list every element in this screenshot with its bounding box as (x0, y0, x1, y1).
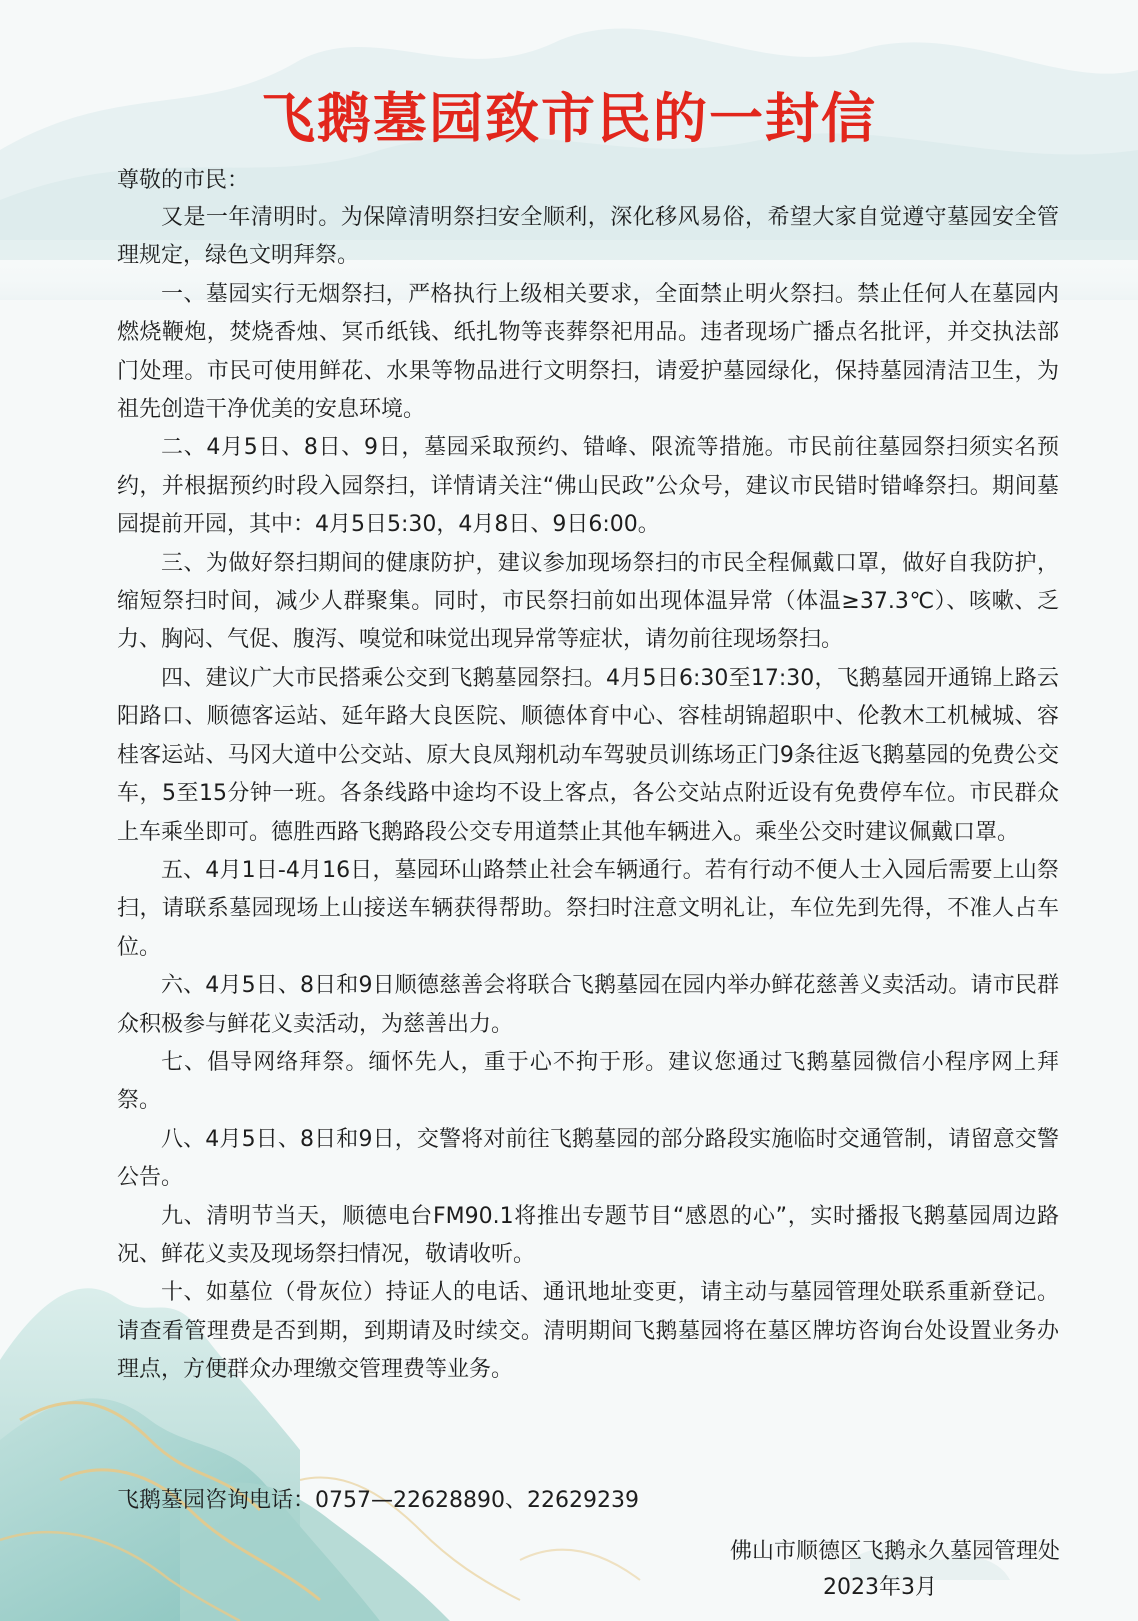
intro-paragraph: 又是一年清明时。为保障清明祭扫安全顺利，深化移风易俗，希望大家自觉遵守墓园安全管理规定，绿色文明拜祭。 (117, 205, 1059, 269)
paragraph-9: 九、清明节当天，顺德电台FM90.1将推出专题节目“感恩的心”，实时播报飞鹅墓园周边路况、鲜花义卖及现场祭扫情况，敬请收听。 (117, 1203, 1059, 1267)
salutation: 尊敬的市民： (117, 168, 250, 193)
paragraph-8: 八、4月5日、8日和9日，交警将对前往飞鹅墓园的部分路段实施临时交通管制，请留意交警公告。 (117, 1126, 1059, 1191)
paragraph-4: 四、建议广大市民搭乘公交到飞鹅墓园祭扫。4月5日6:30至17:30，飞鹅墓园开通锦上路云阳路口、顺德客运站、延年路大良医院、顺德体育中心、容桂胡锦超职中、伦教木工机械城、容桂客运站、马冈大道中公交站、原大良凤翔机动车驾驶员训练场正门9条往返飞鹅墓园的免费公交车，5至15分钟一班。各条线路中途均不设上客点，各公交站点附近设有免费停车位。市民群众上车乘坐即可。德胜西路飞鹅路段公交专用道禁止其他车辆进入。乘坐公交时建议佩戴口罩。 (117, 665, 1059, 845)
paragraph-7: 七、倡导网络拜祭。缅怀先人，重于心不拘于形。建议您通过飞鹅墓园微信小程序网上拜祭。 (117, 1049, 1059, 1114)
paragraph-2: 二、4月5日、8日、9日，墓园采取预约、错峰、限流等措施。市民前往墓园祭扫须实名预约，并根据预约时段入园祭扫，详情请关注“佛山民政”公众号，建议市民错时错峰祭扫。期间墓园提前开园，其中：4月5日5:30，4月8日、9日6:00。 (117, 435, 1059, 538)
contact-phone: 飞鹅墓园咨询电话：0757—22628890、22629239 (117, 1488, 639, 1513)
paragraph-5: 五、4月1日-4月16日，墓园环山路禁止社会车辆通行。若有行动不便人士入园后需要上山祭扫，请联系墓园现场上山接送车辆获得帮助。祭扫时注意文明礼让，车位先到先得，不准人占车位。 (117, 857, 1059, 960)
paragraph-10: 十、如墓位（骨灰位）持证人的电话、通讯地址变更，请主动与墓园管理处联系重新登记。请查看管理费是否到期，到期请及时续交。清明期间飞鹅墓园将在墓区牌坊咨询台处设置业务办理点，方便群众办理缴交管理费等业务。 (117, 1280, 1059, 1383)
paragraph-6: 六、4月5日、8日和9日顺德慈善会将联合飞鹅墓园在园内举办鲜花慈善义卖活动。请市民群众积极参与鲜花义卖活动，为慈善出力。 (117, 973, 1059, 1037)
signature-block (620, 1534, 1060, 1606)
letter-body (117, 199, 1059, 1390)
paragraph-1: 一、墓园实行无烟祭扫，严格执行上级相关要求，全面禁止明火祭扫。禁止任何人在墓园内燃烧鞭炮，焚烧香烛、冥币纸钱、纸扎物等丧葬祭祀用品。违者现场广播点名批评，并交执法部门处理。市民可使用鲜花、水果等物品进行文明祭扫，请爱护墓园绿化，保持墓园清洁卫生，为祖先创造干净优美的安息环境。 (117, 281, 1059, 423)
signature-organization: 佛山市顺德区飞鹅永久墓园管理处 (729, 1539, 1060, 1564)
signature-date: 2023年3月 (823, 1575, 937, 1600)
letter-title: 飞鹅墓园致市民的一封信 (261, 87, 877, 150)
paragraph-3: 三、为做好祭扫期间的健康防护，建议参加现场祭扫的市民全程佩戴口罩，做好自我防护，缩短祭扫时间，减少人群聚集。同时，市民祭扫前如出现体温异常（体温≥37.3℃）、咳嗽、乏力、胸闷、气促、腹泻、嗅觉和味觉出现异常等症状，请勿前往现场祭扫。 (117, 550, 1059, 653)
